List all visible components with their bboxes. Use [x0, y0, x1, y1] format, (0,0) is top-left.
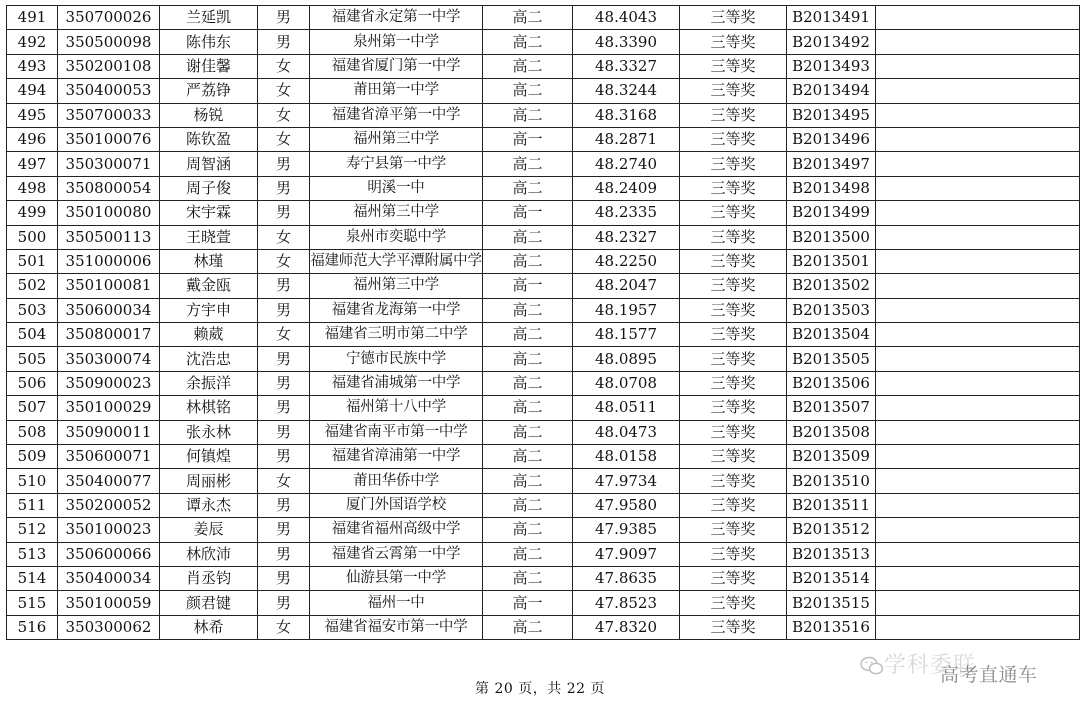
grade-cell: 高一	[483, 127, 573, 151]
award-cell: 三等奖	[680, 298, 787, 322]
name-cell: 林瑾	[160, 249, 258, 273]
student-id-cell: 350700026	[58, 6, 160, 30]
gender-cell: 女	[258, 127, 310, 151]
award-cell: 三等奖	[680, 30, 787, 54]
rank-cell: 512	[7, 518, 58, 542]
student-id-cell: 350900011	[58, 420, 160, 444]
name-cell: 陈钦盈	[160, 127, 258, 151]
rank-cell: 493	[7, 54, 58, 78]
grade-cell: 高二	[483, 518, 573, 542]
name-cell: 姜辰	[160, 518, 258, 542]
name-cell: 林欣沛	[160, 542, 258, 566]
award-cell: 三等奖	[680, 201, 787, 225]
score-cell: 47.9734	[573, 469, 680, 493]
grade-cell: 高二	[483, 298, 573, 322]
blank-cell	[876, 201, 1080, 225]
gender-cell: 女	[258, 615, 310, 639]
table-row	[7, 371, 1080, 395]
award-cell: 三等奖	[680, 615, 787, 639]
table-row	[7, 79, 1080, 103]
blank-cell	[876, 566, 1080, 590]
school-cell: 寿宁县第一中学	[310, 152, 483, 176]
school-cell: 福建省厦门第一中学	[310, 54, 483, 78]
table-row	[7, 152, 1080, 176]
rank-cell: 513	[7, 542, 58, 566]
name-cell: 陈伟东	[160, 30, 258, 54]
table-row	[7, 249, 1080, 273]
score-cell: 48.2250	[573, 249, 680, 273]
student-id-cell: 350100059	[58, 591, 160, 615]
blank-cell	[876, 347, 1080, 371]
score-cell: 48.3168	[573, 103, 680, 127]
score-cell: 48.0158	[573, 445, 680, 469]
school-cell: 宁德市民族中学	[310, 347, 483, 371]
student-id-cell: 350500113	[58, 225, 160, 249]
certificate-cell: B2013494	[787, 79, 876, 103]
name-cell: 张永林	[160, 420, 258, 444]
grade-cell: 高一	[483, 591, 573, 615]
table-row	[7, 201, 1080, 225]
rank-cell: 514	[7, 566, 58, 590]
name-cell: 肖丞钧	[160, 566, 258, 590]
score-cell: 48.3390	[573, 30, 680, 54]
table-row	[7, 6, 1080, 30]
blank-cell	[876, 30, 1080, 54]
score-cell: 48.0708	[573, 371, 680, 395]
gender-cell: 男	[258, 518, 310, 542]
grade-cell: 高二	[483, 566, 573, 590]
award-cell: 三等奖	[680, 518, 787, 542]
rank-cell: 497	[7, 152, 58, 176]
school-cell: 福建省三明市第二中学	[310, 323, 483, 347]
table-row	[7, 347, 1080, 371]
gender-cell: 男	[258, 201, 310, 225]
certificate-cell: B2013507	[787, 396, 876, 420]
student-id-cell: 350800017	[58, 323, 160, 347]
table-row	[7, 591, 1080, 615]
gender-cell: 男	[258, 347, 310, 371]
table-row	[7, 469, 1080, 493]
blank-cell	[876, 249, 1080, 273]
school-cell: 福建省漳平第一中学	[310, 103, 483, 127]
rank-cell: 506	[7, 371, 58, 395]
school-cell: 福州第三中学	[310, 201, 483, 225]
school-cell: 泉州第一中学	[310, 30, 483, 54]
rank-cell: 503	[7, 298, 58, 322]
grade-cell: 高二	[483, 103, 573, 127]
blank-cell	[876, 591, 1080, 615]
student-id-cell: 350600066	[58, 542, 160, 566]
score-cell: 47.8523	[573, 591, 680, 615]
table-row	[7, 176, 1080, 200]
watermark-text-light: 学科委联	[884, 653, 977, 678]
grade-cell: 高一	[483, 274, 573, 298]
rank-cell: 492	[7, 30, 58, 54]
school-cell: 福建省福安市第一中学	[310, 615, 483, 639]
score-cell: 48.2409	[573, 176, 680, 200]
rank-cell: 501	[7, 249, 58, 273]
blank-cell	[876, 420, 1080, 444]
gender-cell: 女	[258, 323, 310, 347]
student-id-cell: 350200052	[58, 493, 160, 517]
score-cell: 47.8635	[573, 566, 680, 590]
grade-cell: 高二	[483, 152, 573, 176]
blank-cell	[876, 54, 1080, 78]
award-cell: 三等奖	[680, 274, 787, 298]
name-cell: 宋宇霖	[160, 201, 258, 225]
name-cell: 戴金瓯	[160, 274, 258, 298]
grade-cell: 高二	[483, 396, 573, 420]
blank-cell	[876, 493, 1080, 517]
blank-cell	[876, 225, 1080, 249]
grade-cell: 高一	[483, 201, 573, 225]
certificate-cell: B2013499	[787, 201, 876, 225]
gender-cell: 女	[258, 79, 310, 103]
award-cell: 三等奖	[680, 249, 787, 273]
award-cell: 三等奖	[680, 493, 787, 517]
grade-cell: 高二	[483, 371, 573, 395]
gender-cell: 男	[258, 6, 310, 30]
grade-cell: 高二	[483, 30, 573, 54]
award-cell: 三等奖	[680, 542, 787, 566]
certificate-cell: B2013497	[787, 152, 876, 176]
blank-cell	[876, 79, 1080, 103]
score-cell: 48.0511	[573, 396, 680, 420]
student-id-cell: 350400053	[58, 79, 160, 103]
blank-cell	[876, 127, 1080, 151]
certificate-cell: B2013506	[787, 371, 876, 395]
gender-cell: 女	[258, 225, 310, 249]
table-row	[7, 225, 1080, 249]
grade-cell: 高二	[483, 493, 573, 517]
award-cell: 三等奖	[680, 591, 787, 615]
gender-cell: 男	[258, 566, 310, 590]
grade-cell: 高二	[483, 225, 573, 249]
table-row	[7, 103, 1080, 127]
school-cell: 福建省福州高级中学	[310, 518, 483, 542]
score-cell: 48.3327	[573, 54, 680, 78]
school-cell: 仙游县第一中学	[310, 566, 483, 590]
blank-cell	[876, 445, 1080, 469]
score-cell: 48.2047	[573, 274, 680, 298]
gender-cell: 男	[258, 371, 310, 395]
certificate-cell: B2013514	[787, 566, 876, 590]
gender-cell: 女	[258, 469, 310, 493]
certificate-cell: B2013515	[787, 591, 876, 615]
gender-cell: 男	[258, 591, 310, 615]
name-cell: 方宇申	[160, 298, 258, 322]
score-cell: 47.9385	[573, 518, 680, 542]
certificate-cell: B2013496	[787, 127, 876, 151]
watermark-text: 高考直通车	[940, 664, 1038, 686]
rank-cell: 516	[7, 615, 58, 639]
grade-cell: 高二	[483, 249, 573, 273]
gender-cell: 男	[258, 542, 310, 566]
certificate-cell: B2013509	[787, 445, 876, 469]
name-cell: 周丽彬	[160, 469, 258, 493]
grade-cell: 高二	[483, 420, 573, 444]
grade-cell: 高二	[483, 176, 573, 200]
rank-cell: 504	[7, 323, 58, 347]
blank-cell	[876, 103, 1080, 127]
score-cell: 47.9580	[573, 493, 680, 517]
blank-cell	[876, 323, 1080, 347]
name-cell: 沈浩忠	[160, 347, 258, 371]
school-cell: 福建省漳浦第一中学	[310, 445, 483, 469]
certificate-cell: B2013508	[787, 420, 876, 444]
award-cell: 三等奖	[680, 6, 787, 30]
award-cell: 三等奖	[680, 103, 787, 127]
rank-cell: 509	[7, 445, 58, 469]
certificate-cell: B2013502	[787, 274, 876, 298]
name-cell: 余振洋	[160, 371, 258, 395]
gender-cell: 女	[258, 103, 310, 127]
student-id-cell: 350300074	[58, 347, 160, 371]
table-row	[7, 542, 1080, 566]
rank-cell: 495	[7, 103, 58, 127]
award-cell: 三等奖	[680, 371, 787, 395]
gender-cell: 男	[258, 420, 310, 444]
rank-cell: 496	[7, 127, 58, 151]
score-cell: 48.2327	[573, 225, 680, 249]
grade-cell: 高二	[483, 445, 573, 469]
student-id-cell: 350100076	[58, 127, 160, 151]
award-cell: 三等奖	[680, 225, 787, 249]
table-row	[7, 518, 1080, 542]
certificate-cell: B2013503	[787, 298, 876, 322]
table-row	[7, 493, 1080, 517]
rank-cell: 510	[7, 469, 58, 493]
score-cell: 48.0473	[573, 420, 680, 444]
rank-cell: 502	[7, 274, 58, 298]
student-id-cell: 350600034	[58, 298, 160, 322]
certificate-cell: B2013492	[787, 30, 876, 54]
student-id-cell: 350500098	[58, 30, 160, 54]
student-id-cell: 350100029	[58, 396, 160, 420]
blank-cell	[876, 176, 1080, 200]
award-cell: 三等奖	[680, 176, 787, 200]
student-id-cell: 350400034	[58, 566, 160, 590]
rank-cell: 499	[7, 201, 58, 225]
grade-cell: 高二	[483, 469, 573, 493]
table-row	[7, 323, 1080, 347]
gender-cell: 男	[258, 274, 310, 298]
name-cell: 兰延凯	[160, 6, 258, 30]
name-cell: 林希	[160, 615, 258, 639]
table-row	[7, 445, 1080, 469]
certificate-cell: B2013510	[787, 469, 876, 493]
award-cell: 三等奖	[680, 347, 787, 371]
rank-cell: 507	[7, 396, 58, 420]
name-cell: 颜君键	[160, 591, 258, 615]
award-cell: 三等奖	[680, 152, 787, 176]
school-cell: 福州第三中学	[310, 274, 483, 298]
school-cell: 福建省南平市第一中学	[310, 420, 483, 444]
student-id-cell: 350600071	[58, 445, 160, 469]
gender-cell: 男	[258, 298, 310, 322]
score-cell: 47.9097	[573, 542, 680, 566]
gender-cell: 男	[258, 396, 310, 420]
name-cell: 林棋铭	[160, 396, 258, 420]
grade-cell: 高二	[483, 6, 573, 30]
table-row	[7, 420, 1080, 444]
school-cell: 泉州市奕聪中学	[310, 225, 483, 249]
award-cell: 三等奖	[680, 469, 787, 493]
student-id-cell: 350900023	[58, 371, 160, 395]
blank-cell	[876, 6, 1080, 30]
gender-cell: 男	[258, 176, 310, 200]
blank-cell	[876, 298, 1080, 322]
page-footer: 第 20 页，共 22 页	[475, 681, 605, 697]
school-cell: 莆田华侨中学	[310, 469, 483, 493]
score-cell: 48.1577	[573, 323, 680, 347]
table-row	[7, 127, 1080, 151]
student-id-cell: 350100081	[58, 274, 160, 298]
award-cell: 三等奖	[680, 323, 787, 347]
rank-cell: 500	[7, 225, 58, 249]
certificate-cell: B2013511	[787, 493, 876, 517]
blank-cell	[876, 396, 1080, 420]
gender-cell: 男	[258, 445, 310, 469]
certificate-cell: B2013512	[787, 518, 876, 542]
table-row	[7, 396, 1080, 420]
student-id-cell: 350300071	[58, 152, 160, 176]
school-cell: 福建省龙海第一中学	[310, 298, 483, 322]
table-row	[7, 54, 1080, 78]
certificate-cell: B2013504	[787, 323, 876, 347]
certificate-cell: B2013505	[787, 347, 876, 371]
school-cell: 厦门外国语学校	[310, 493, 483, 517]
score-cell: 47.8320	[573, 615, 680, 639]
blank-cell	[876, 469, 1080, 493]
blank-cell	[876, 371, 1080, 395]
rank-cell: 498	[7, 176, 58, 200]
grade-cell: 高二	[483, 323, 573, 347]
school-cell: 福建省永定第一中学	[310, 6, 483, 30]
name-cell: 杨锐	[160, 103, 258, 127]
school-cell: 福州第三中学	[310, 127, 483, 151]
award-cell: 三等奖	[680, 79, 787, 103]
table-row	[7, 274, 1080, 298]
student-id-cell: 350300062	[58, 615, 160, 639]
school-cell: 明溪一中	[310, 176, 483, 200]
student-id-cell: 350100080	[58, 201, 160, 225]
rank-cell: 494	[7, 79, 58, 103]
blank-cell	[876, 518, 1080, 542]
grade-cell: 高二	[483, 615, 573, 639]
score-cell: 48.1957	[573, 298, 680, 322]
name-cell: 谢佳馨	[160, 54, 258, 78]
table-row	[7, 298, 1080, 322]
certificate-cell: B2013495	[787, 103, 876, 127]
certificate-cell: B2013491	[787, 6, 876, 30]
score-cell: 48.0895	[573, 347, 680, 371]
grade-cell: 高二	[483, 347, 573, 371]
gender-cell: 男	[258, 493, 310, 517]
score-cell: 48.4043	[573, 6, 680, 30]
student-id-cell: 350800054	[58, 176, 160, 200]
grade-cell: 高二	[483, 542, 573, 566]
certificate-cell: B2013493	[787, 54, 876, 78]
name-cell: 赖葳	[160, 323, 258, 347]
score-cell: 48.2740	[573, 152, 680, 176]
school-cell: 莆田第一中学	[310, 79, 483, 103]
grade-cell: 高二	[483, 79, 573, 103]
name-cell: 严荔铮	[160, 79, 258, 103]
blank-cell	[876, 542, 1080, 566]
certificate-cell: B2013498	[787, 176, 876, 200]
blank-cell	[876, 152, 1080, 176]
blank-cell	[876, 274, 1080, 298]
name-cell: 周智涵	[160, 152, 258, 176]
rank-cell: 511	[7, 493, 58, 517]
rank-cell: 491	[7, 6, 58, 30]
student-id-cell: 350200108	[58, 54, 160, 78]
blank-cell	[876, 615, 1080, 639]
certificate-cell: B2013500	[787, 225, 876, 249]
name-cell: 王晓萱	[160, 225, 258, 249]
rank-cell: 505	[7, 347, 58, 371]
certificate-cell: B2013516	[787, 615, 876, 639]
certificate-cell: B2013501	[787, 249, 876, 273]
table-row	[7, 30, 1080, 54]
school-cell: 福建省云霄第一中学	[310, 542, 483, 566]
award-cell: 三等奖	[680, 445, 787, 469]
table-row	[7, 615, 1080, 639]
table-row	[7, 566, 1080, 590]
award-cell: 三等奖	[680, 127, 787, 151]
wechat-logo-icon	[860, 656, 884, 676]
watermark	[860, 646, 1060, 686]
school-cell: 福州一中	[310, 591, 483, 615]
award-cell: 三等奖	[680, 420, 787, 444]
grade-cell: 高二	[483, 54, 573, 78]
score-cell: 48.2335	[573, 201, 680, 225]
gender-cell: 男	[258, 30, 310, 54]
school-cell: 福建师范大学平潭附属中学	[310, 249, 483, 273]
student-id-cell: 350400077	[58, 469, 160, 493]
gender-cell: 女	[258, 54, 310, 78]
student-id-cell: 350100023	[58, 518, 160, 542]
student-id-cell: 350700033	[58, 103, 160, 127]
name-cell: 谭永杰	[160, 493, 258, 517]
gender-cell: 女	[258, 249, 310, 273]
results-table	[6, 5, 1080, 640]
school-cell: 福州第十八中学	[310, 396, 483, 420]
school-cell: 福建省浦城第一中学	[310, 371, 483, 395]
student-id-cell: 351000006	[58, 249, 160, 273]
award-cell: 三等奖	[680, 396, 787, 420]
rank-cell: 508	[7, 420, 58, 444]
gender-cell: 男	[258, 152, 310, 176]
name-cell: 周子俊	[160, 176, 258, 200]
award-cell: 三等奖	[680, 566, 787, 590]
award-cell: 三等奖	[680, 54, 787, 78]
certificate-cell: B2013513	[787, 542, 876, 566]
score-cell: 48.3244	[573, 79, 680, 103]
score-cell: 48.2871	[573, 127, 680, 151]
rank-cell: 515	[7, 591, 58, 615]
name-cell: 何镇煌	[160, 445, 258, 469]
